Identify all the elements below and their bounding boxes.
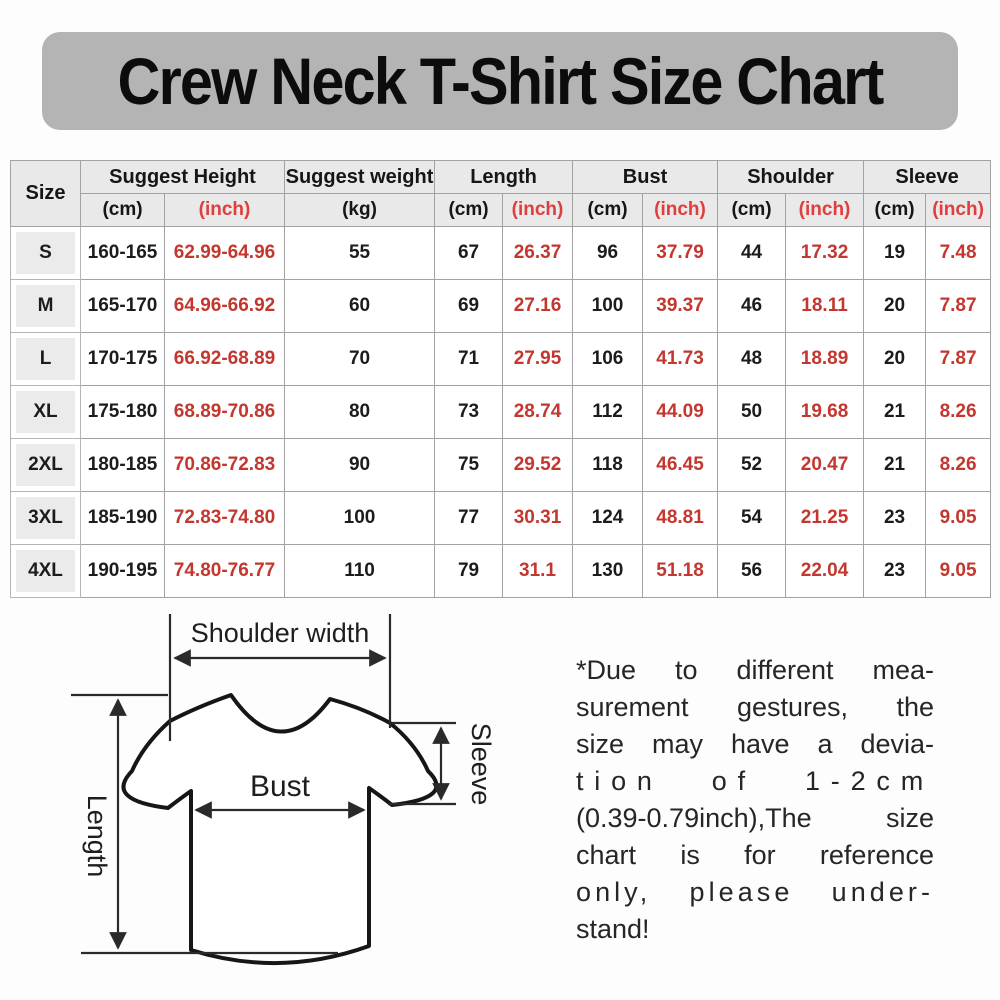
sleeve-inch-cell: 9.05 <box>926 492 991 545</box>
tshirt-measure-diagram <box>28 608 568 1000</box>
height-cm-cell: 190-195 <box>81 545 165 598</box>
length-cm-cell: 77 <box>435 492 503 545</box>
size-label: S <box>16 232 75 274</box>
note-line: only, please under- <box>576 877 934 907</box>
note-line: size may have a devia- <box>576 729 934 759</box>
header-group-row <box>11 161 991 194</box>
shoulder-inch-cell: 17.32 <box>786 227 864 280</box>
table-row <box>11 439 991 492</box>
sleeve-cm-cell: 21 <box>864 386 926 439</box>
height-inch-cell: 72.83-74.80 <box>165 492 285 545</box>
height-cm-cell: 165-170 <box>81 280 165 333</box>
size-table <box>10 160 991 598</box>
size-cell <box>11 492 81 545</box>
unit-sleeve-inch: (inch) <box>926 194 991 227</box>
length-inch-cell: 31.1 <box>503 545 573 598</box>
height-inch-cell: 68.89-70.86 <box>165 386 285 439</box>
length-cm-cell: 79 <box>435 545 503 598</box>
size-cell <box>11 439 81 492</box>
col-header-suggest-height: Suggest Height <box>81 161 285 194</box>
bust-inch-cell: 37.79 <box>643 227 718 280</box>
shoulder-cm-cell: 48 <box>718 333 786 386</box>
bust-inch-cell: 44.09 <box>643 386 718 439</box>
sleeve-cm-cell: 23 <box>864 545 926 598</box>
shoulder-cm-cell: 50 <box>718 386 786 439</box>
unit-bust-inch: (inch) <box>643 194 718 227</box>
height-cm-cell: 160-165 <box>81 227 165 280</box>
bust-inch-cell: 41.73 <box>643 333 718 386</box>
unit-length-cm: (cm) <box>435 194 503 227</box>
bust-cm-cell: 130 <box>573 545 643 598</box>
unit-bust-cm: (cm) <box>573 194 643 227</box>
note-line: tion of 1-2cm <box>576 766 934 796</box>
size-cell <box>11 545 81 598</box>
sleeve-inch-cell: 9.05 <box>926 545 991 598</box>
height-cm-cell: 185-190 <box>81 492 165 545</box>
bust-cm-cell: 100 <box>573 280 643 333</box>
bust-inch-cell: 48.81 <box>643 492 718 545</box>
weight-kg-cell: 90 <box>285 439 435 492</box>
length-cm-cell: 75 <box>435 439 503 492</box>
bust-cm-cell: 96 <box>573 227 643 280</box>
sleeve-inch-cell: 7.87 <box>926 333 991 386</box>
weight-kg-cell: 110 <box>285 545 435 598</box>
sleeve-inch-cell: 7.48 <box>926 227 991 280</box>
size-label: XL <box>16 391 75 433</box>
height-inch-cell: 64.96-66.92 <box>165 280 285 333</box>
header-unit-row <box>11 194 991 227</box>
shoulder-cm-cell: 46 <box>718 280 786 333</box>
weight-kg-cell: 80 <box>285 386 435 439</box>
unit-height-cm: (cm) <box>81 194 165 227</box>
page-title: Crew Neck T-Shirt Size Chart <box>117 44 883 118</box>
col-header-length: Length <box>435 161 573 194</box>
size-label: 3XL <box>16 497 75 539</box>
sleeve-cm-cell: 23 <box>864 492 926 545</box>
sleeve-cm-cell: 21 <box>864 439 926 492</box>
weight-kg-cell: 100 <box>285 492 435 545</box>
note-line: chart is for reference <box>576 840 934 870</box>
height-inch-cell: 70.86-72.83 <box>165 439 285 492</box>
height-cm-cell: 175-180 <box>81 386 165 439</box>
size-cell <box>11 333 81 386</box>
col-header-shoulder: Shoulder <box>718 161 864 194</box>
shoulder-inch-cell: 22.04 <box>786 545 864 598</box>
unit-weight-kg: (kg) <box>285 194 435 227</box>
table-row <box>11 333 991 386</box>
height-inch-cell: 66.92-68.89 <box>165 333 285 386</box>
size-cell <box>11 227 81 280</box>
length-inch-cell: 28.74 <box>503 386 573 439</box>
weight-kg-cell: 70 <box>285 333 435 386</box>
table-row <box>11 227 991 280</box>
shoulder-cm-cell: 52 <box>718 439 786 492</box>
sleeve-cm-cell: 20 <box>864 333 926 386</box>
bust-inch-cell: 46.45 <box>643 439 718 492</box>
title-banner <box>42 32 958 130</box>
length-inch-cell: 30.31 <box>503 492 573 545</box>
height-inch-cell: 74.80-76.77 <box>165 545 285 598</box>
shoulder-inch-cell: 19.68 <box>786 386 864 439</box>
unit-shoulder-inch: (inch) <box>786 194 864 227</box>
shoulder-cm-cell: 44 <box>718 227 786 280</box>
height-cm-cell: 180-185 <box>81 439 165 492</box>
sleeve-inch-cell: 8.26 <box>926 439 991 492</box>
bust-cm-cell: 118 <box>573 439 643 492</box>
size-label: L <box>16 338 75 380</box>
shoulder-inch-cell: 21.25 <box>786 492 864 545</box>
unit-length-inch: (inch) <box>503 194 573 227</box>
measurement-section <box>0 608 1000 1000</box>
size-label: 4XL <box>16 550 75 592</box>
size-cell <box>11 386 81 439</box>
bust-inch-cell: 51.18 <box>643 545 718 598</box>
shoulder-cm-cell: 56 <box>718 545 786 598</box>
sleeve-label: Sleeve <box>466 722 496 806</box>
shoulder-width-label: Shoulder width <box>190 618 370 648</box>
shoulder-inch-cell: 20.47 <box>786 439 864 492</box>
table-row <box>11 280 991 333</box>
sleeve-cm-cell: 19 <box>864 227 926 280</box>
length-cm-cell: 71 <box>435 333 503 386</box>
length-cm-cell: 69 <box>435 280 503 333</box>
unit-sleeve-cm: (cm) <box>864 194 926 227</box>
size-label: 2XL <box>16 444 75 486</box>
sleeve-inch-cell: 8.26 <box>926 386 991 439</box>
length-inch-cell: 29.52 <box>503 439 573 492</box>
length-cm-cell: 67 <box>435 227 503 280</box>
bust-cm-cell: 124 <box>573 492 643 545</box>
col-header-sleeve: Sleeve <box>864 161 991 194</box>
shoulder-inch-cell: 18.89 <box>786 333 864 386</box>
table-row <box>11 386 991 439</box>
weight-kg-cell: 55 <box>285 227 435 280</box>
note-line: (0.39-0.79inch),The size <box>576 803 934 833</box>
note-line: *Due to different mea- <box>576 655 934 685</box>
note-line: surement gestures, the <box>576 692 934 722</box>
length-inch-cell: 26.37 <box>503 227 573 280</box>
bust-cm-cell: 106 <box>573 333 643 386</box>
table-row <box>11 545 991 598</box>
height-cm-cell: 170-175 <box>81 333 165 386</box>
unit-height-inch: (inch) <box>165 194 285 227</box>
size-cell <box>11 280 81 333</box>
table-row <box>11 492 991 545</box>
sleeve-cm-cell: 20 <box>864 280 926 333</box>
height-inch-cell: 62.99-64.96 <box>165 227 285 280</box>
shoulder-cm-cell: 54 <box>718 492 786 545</box>
sleeve-inch-cell: 7.87 <box>926 280 991 333</box>
length-inch-cell: 27.95 <box>503 333 573 386</box>
unit-shoulder-cm: (cm) <box>718 194 786 227</box>
col-header-suggest-weight: Suggest weight <box>285 161 435 194</box>
length-inch-cell: 27.16 <box>503 280 573 333</box>
bust-inch-cell: 39.37 <box>643 280 718 333</box>
bust-cm-cell: 112 <box>573 386 643 439</box>
note-line: stand! <box>576 914 650 944</box>
size-label: M <box>16 285 75 327</box>
col-header-size: Size <box>11 161 81 227</box>
shoulder-inch-cell: 18.11 <box>786 280 864 333</box>
length-label: Length <box>82 794 112 878</box>
weight-kg-cell: 60 <box>285 280 435 333</box>
measurement-note <box>576 652 934 948</box>
table-header <box>11 161 991 227</box>
length-cm-cell: 73 <box>435 386 503 439</box>
bust-label: Bust <box>249 770 311 803</box>
col-header-bust: Bust <box>573 161 718 194</box>
